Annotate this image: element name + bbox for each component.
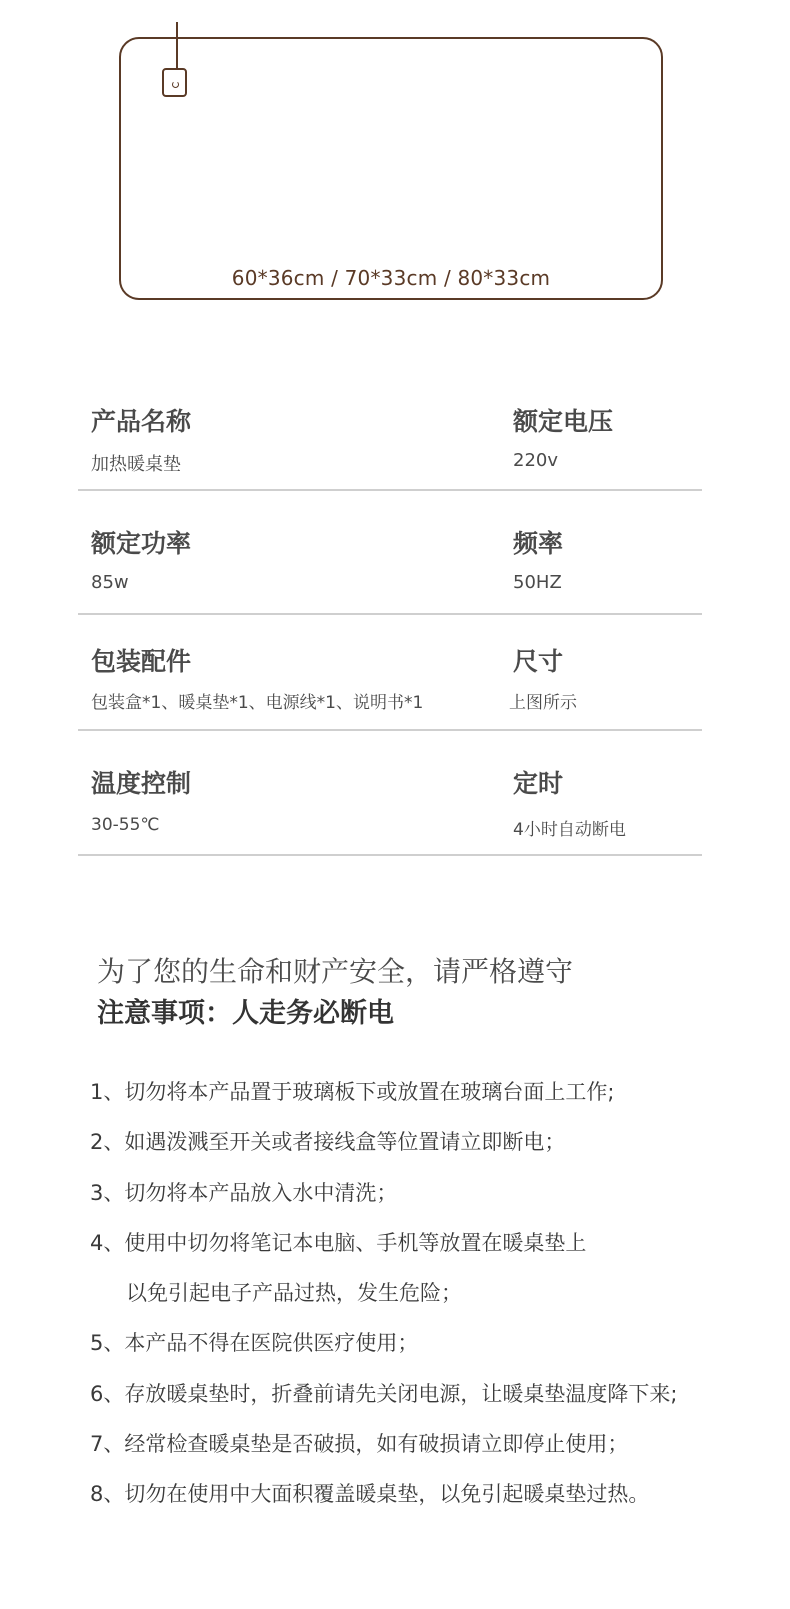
warning-item: 1、切勿将本产品置于玻璃板下或放置在玻璃台面上工作; bbox=[90, 1080, 615, 1104]
spec-value-frequency: 50HZ bbox=[513, 572, 562, 593]
warning-item: 2、如遇泼溅至开关或者接线盒等位置请立即断电； bbox=[90, 1130, 566, 1155]
warning-item: 8、切勿在使用中大面积覆盖暖桌垫，以免引起暖桌垫过热。 bbox=[90, 1482, 650, 1507]
warning-item: 3、切勿将本产品放入水中清洗； bbox=[90, 1180, 398, 1205]
desk-pad-outline bbox=[119, 37, 663, 300]
safety-notice bbox=[97, 953, 717, 1037]
spec-row bbox=[78, 380, 702, 491]
spec-value-product-name: 加热暖桌垫 bbox=[91, 454, 181, 475]
warning-item: 4、使用中切勿将笔记本电脑、手机等放置在暖桌垫上 bbox=[90, 1230, 587, 1255]
spec-label-frequency: 频率 bbox=[513, 529, 564, 558]
product-diagram bbox=[0, 0, 790, 320]
spec-value-timer: 4小时自动断电 bbox=[513, 820, 626, 840]
controller-box bbox=[162, 68, 187, 97]
spec-value-size: 上图所示 bbox=[509, 693, 577, 713]
spec-label-product-name: 产品名称 bbox=[91, 407, 192, 436]
spec-label-timer: 定时 bbox=[513, 769, 564, 798]
warning-item: 7、经常检查暖桌垫是否破损，如有破损请立即停止使用； bbox=[90, 1432, 629, 1457]
warning-list bbox=[90, 1072, 780, 1525]
power-icon bbox=[172, 81, 179, 88]
spec-value-temperature-control: 30-55℃ bbox=[91, 815, 160, 835]
spec-label-rated-power: 额定功率 bbox=[91, 529, 192, 558]
spec-row bbox=[78, 491, 702, 615]
spec-value-rated-power: 85w bbox=[91, 572, 129, 593]
warning-item: 5、本产品不得在医院供医疗使用； bbox=[90, 1331, 419, 1356]
notice-intro: 为了您的生命和财产安全，请严格遵守 bbox=[97, 955, 574, 988]
size-caption: 60*36cm / 70*33cm / 80*33cm bbox=[231, 266, 551, 290]
spec-label-temperature-control: 温度控制 bbox=[91, 769, 192, 798]
warning-item: 6、存放暖桌垫时，折叠前请先关闭电源，让暖桌垫温度降下来; bbox=[90, 1381, 678, 1406]
spec-label-package-contents: 包装配件 bbox=[91, 647, 192, 676]
notice-heading: 注意事项：人走务必断电 bbox=[97, 998, 394, 1029]
spec-row bbox=[78, 731, 702, 856]
spec-label-rated-voltage: 额定电压 bbox=[513, 407, 614, 436]
spec-value-rated-voltage: 220v bbox=[513, 450, 559, 471]
spec-value-package-contents: 包装盒*1、暖桌垫*1、电源线*1、说明书*1 bbox=[91, 693, 424, 713]
spec-label-size: 尺寸 bbox=[513, 647, 564, 676]
spec-table bbox=[78, 380, 702, 856]
warning-item-continuation: 以免引起电子产品过热，发生危险； bbox=[126, 1281, 462, 1306]
spec-row bbox=[78, 615, 702, 731]
